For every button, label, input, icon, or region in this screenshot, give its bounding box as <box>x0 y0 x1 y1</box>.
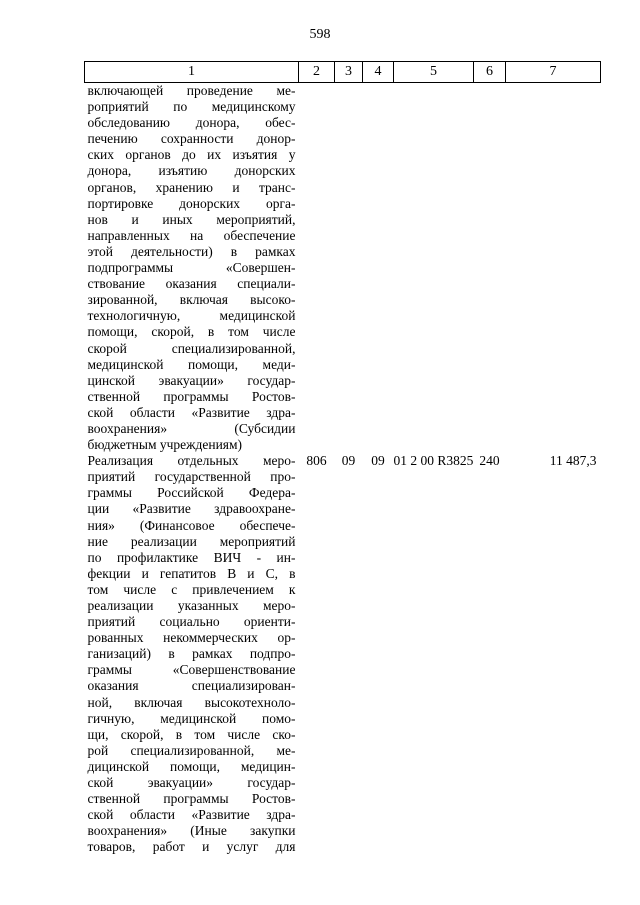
description-line: по профилактике ВИЧ - ин- <box>87 549 296 565</box>
description-line: ской области «Развитие здра- <box>87 807 296 823</box>
description-line: нов и иных мероприятий, <box>87 211 296 227</box>
description-line: ственной программы Ростов- <box>87 791 296 807</box>
target-article-code: 01 2 00 R3825 <box>393 453 474 469</box>
description-line: воохранения» (Иные закупки <box>87 823 296 839</box>
description-line: ской области «Развитие здра- <box>87 404 296 420</box>
description-line: ских органов до их изъятия у <box>87 147 296 163</box>
column-header-5: 5 <box>394 62 474 83</box>
description-line: рованных некоммерческих ор- <box>87 630 296 646</box>
description-line: ние реализации мероприятий <box>87 533 296 549</box>
amount-value: 11 487,3 <box>549 453 597 469</box>
subsection-code-2: 09 <box>371 453 385 469</box>
description-line: ствование оказания специали- <box>87 276 296 292</box>
description-line: ской эвакуации» государ- <box>87 775 296 791</box>
description-line: этой деятельности) в рамках <box>87 243 296 259</box>
description-line: приятий социально ориенти- <box>87 614 296 630</box>
column-header-6: 6 <box>474 62 506 83</box>
description-line: ции «Развитие здравоохране- <box>87 501 296 517</box>
description-line: ственной программы Ростов- <box>87 388 296 404</box>
description-line: обследованию донора, обес- <box>87 115 296 131</box>
description-line: гичную, медицинской помо- <box>87 710 296 726</box>
description-line: технологичную, медицинской <box>87 308 296 324</box>
description-line: подпрограммы «Совершен- <box>87 260 296 276</box>
description-line: помощи, скорой, в том числе <box>87 324 296 340</box>
subsection-code: 09 <box>341 453 356 469</box>
description-line: зированной, включая высоко- <box>87 292 296 308</box>
amount-value <box>506 83 601 454</box>
description-line: направленных на обеспечение <box>87 227 296 243</box>
column-header-1: 1 <box>85 62 299 83</box>
column-header-2: 2 <box>299 62 335 83</box>
column-header-3: 3 <box>335 62 363 83</box>
description-line: Реализация отдельных меро- <box>87 453 296 469</box>
description-line: оказания специализирован- <box>87 678 296 694</box>
description-line: рой специализированной, ме- <box>87 742 296 758</box>
description-line: том числе с привлечением к <box>87 581 296 597</box>
section-code: 806 <box>306 453 327 469</box>
description-line: реализации указанных меро- <box>87 598 296 613</box>
column-header-7: 7 <box>506 62 601 83</box>
description-line: донора, изъятию донорских <box>87 163 296 179</box>
description-line: ганизаций) в рамках подпро- <box>87 646 296 662</box>
description-line: цинской эвакуации» государ- <box>87 372 296 388</box>
description-line: медицинской помощи, меди- <box>87 356 296 372</box>
description-line: дицинской помощи, медицин- <box>87 758 296 774</box>
description-line: органов, хранению и транс- <box>87 179 296 195</box>
description-line: граммы «Совершенствование <box>87 662 296 678</box>
subsection-code-2 <box>363 83 394 454</box>
description-line: роприятий по медицинскому <box>87 99 296 115</box>
budget-table <box>84 61 601 856</box>
description-line: скорой специализированной, <box>87 340 296 356</box>
description-line: портировке донорских орга- <box>87 195 296 211</box>
description-line: щи, скорой, в том числе ско- <box>87 726 296 742</box>
column-header-4: 4 <box>363 62 394 83</box>
description-line: товаров, работ и услуг для <box>87 839 296 855</box>
page-number: 598 <box>309 27 331 42</box>
description-line: граммы Российской Федера- <box>87 485 296 501</box>
subsection-code <box>335 83 363 454</box>
row-description <box>85 83 299 454</box>
description-line: ния» (Финансовое обеспече- <box>87 517 296 533</box>
table-header-row <box>85 62 601 83</box>
description-line: включающей проведение ме- <box>87 83 296 98</box>
description-line: ной, включая высокотехноло- <box>87 694 296 710</box>
section-code <box>299 83 335 454</box>
description-line: приятий государственной про- <box>87 469 296 485</box>
table-row <box>85 453 601 855</box>
description-line: фекции и гепатитов В и С, в <box>87 565 296 581</box>
expense-type-code: 240 <box>479 453 500 469</box>
description-line: бюджетным учреждениям) <box>87 437 243 453</box>
description-line: печению сохранности донор- <box>87 131 296 147</box>
expense-type-code <box>474 83 506 454</box>
table-row <box>85 83 601 454</box>
description-line: воохранения» (Субсидии <box>87 420 296 436</box>
row-description <box>85 453 299 855</box>
target-article-code <box>394 83 474 454</box>
